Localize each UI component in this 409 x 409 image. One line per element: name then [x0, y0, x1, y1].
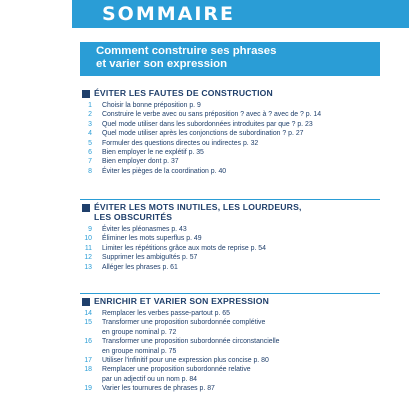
toc-list — [80, 225, 380, 272]
item-number: 1 — [88, 102, 92, 109]
item-text: Choisir la bonne préposition p. 9 — [102, 102, 201, 109]
toc-item[interactable] — [80, 120, 380, 129]
toc-item[interactable] — [80, 101, 380, 110]
section-heading-line: ENRICHIR ET VARIER SON EXPRESSION — [94, 296, 270, 306]
item-number: 9 — [88, 226, 92, 233]
toc-item[interactable] — [80, 384, 380, 393]
section-2 — [80, 202, 380, 272]
item-number: 5 — [88, 139, 92, 147]
toc-item[interactable] — [80, 139, 380, 148]
item-text: Éliminer les mots superflus p. 49 — [102, 235, 202, 243]
item-number: 3 — [88, 120, 92, 128]
item-number: 4 — [88, 130, 92, 138]
toc-item[interactable] — [80, 244, 380, 253]
toc-item[interactable] — [80, 356, 380, 365]
item-text: Bien employer dont p. 37 — [102, 158, 179, 166]
toc-list — [80, 309, 380, 394]
item-number: 19 — [84, 385, 92, 393]
item-text: Transformer une proposition subordonnée complétive — [102, 319, 266, 327]
item-text: Quel mode utiliser après les conjonctions de subordination ? p. 27 — [102, 130, 304, 138]
item-number: 14 — [84, 310, 92, 317]
toc-item[interactable] — [80, 157, 380, 166]
section-heading-line: ÉVITER LES MOTS INUTILES, LES LOURDEURS, — [94, 202, 302, 212]
header-band — [72, 0, 409, 28]
item-text: Remplacer une proposition subordonnée relative — [102, 366, 251, 374]
item-number: 10 — [84, 235, 92, 243]
section-heading — [80, 296, 380, 306]
square-bullet-icon — [82, 90, 90, 98]
toc-list — [80, 101, 380, 176]
toc-item[interactable] — [80, 309, 380, 318]
toc-item[interactable] — [80, 318, 380, 337]
item-text: Construire le verbe avec ou sans préposition ? avec à ? avec de ? p. 14 — [102, 111, 322, 119]
subtitle-line-2: et varier son expression — [96, 58, 228, 70]
toc-item[interactable] — [80, 234, 380, 243]
item-text: Quel mode utiliser dans les subordonnées introduites par que ? p. 23 — [102, 120, 313, 128]
item-number: 11 — [84, 244, 92, 252]
square-bullet-icon — [82, 298, 90, 306]
section-1 — [80, 88, 380, 176]
square-bullet-icon — [82, 204, 90, 212]
item-text: Éviter les pléonasmes p. 43 — [102, 226, 187, 233]
toc-item[interactable] — [80, 365, 380, 384]
item-number: 12 — [84, 254, 92, 262]
toc-item[interactable] — [80, 337, 380, 356]
item-text: Formuler des questions directes ou indirectes p. 32 — [102, 139, 259, 147]
item-number: 17 — [84, 357, 92, 365]
item-text: Varier les tournures de phrases p. 87 — [102, 385, 215, 393]
section-heading-line: LES OBSCURITÉS — [94, 212, 173, 222]
section-heading-line: ÉVITER LES FAUTES DE CONSTRUCTION — [94, 88, 273, 98]
item-text: Remplacer les verbes passe-partout p. 65 — [102, 310, 230, 317]
item-number: 13 — [84, 263, 92, 271]
section-3 — [80, 296, 380, 394]
item-number: 16 — [84, 338, 92, 346]
item-number: 15 — [84, 319, 92, 327]
section-divider — [80, 293, 380, 294]
item-text: Bien employer le ne explétif p. 35 — [102, 149, 204, 157]
item-text: Utiliser l'infinitif pour une expression plus concise p. 80 — [102, 357, 269, 365]
subtitle-line-1: Comment construire ses phrases — [96, 45, 277, 57]
item-text: Transformer une proposition subordonnée circonstancielle — [102, 338, 280, 346]
subtitle-box — [80, 42, 380, 76]
item-number: 7 — [88, 158, 92, 166]
toc-item[interactable] — [80, 167, 380, 176]
item-text-continued: par un adjectif ou un nom p. 84 — [102, 375, 198, 383]
item-text: Alléger les phrases p. 61 — [102, 263, 178, 271]
toc-item[interactable] — [80, 225, 380, 234]
section-heading — [80, 202, 380, 222]
item-text-continued: en groupe nominal p. 75 — [102, 347, 177, 355]
section-heading — [80, 88, 380, 98]
toc-item[interactable] — [80, 110, 380, 119]
item-number: 2 — [88, 111, 92, 119]
section-divider — [80, 199, 380, 200]
item-text: Éviter les pièges de la coordination p. 40 — [102, 167, 227, 175]
toc-item[interactable] — [80, 148, 380, 157]
item-number: 18 — [84, 366, 92, 374]
toc-item[interactable] — [80, 129, 380, 138]
toc-item[interactable] — [80, 263, 380, 272]
item-number: 8 — [88, 167, 92, 175]
toc-item[interactable] — [80, 253, 380, 262]
item-number: 6 — [88, 149, 92, 157]
item-text: Supprimer les ambiguïtés p. 57 — [102, 254, 198, 262]
item-text-continued: en groupe nominal p. 72 — [102, 328, 177, 336]
page-title: SOMMAIRE — [102, 3, 236, 25]
item-text: Limiter les répétitions grâce aux mots de reprise p. 54 — [102, 244, 266, 252]
